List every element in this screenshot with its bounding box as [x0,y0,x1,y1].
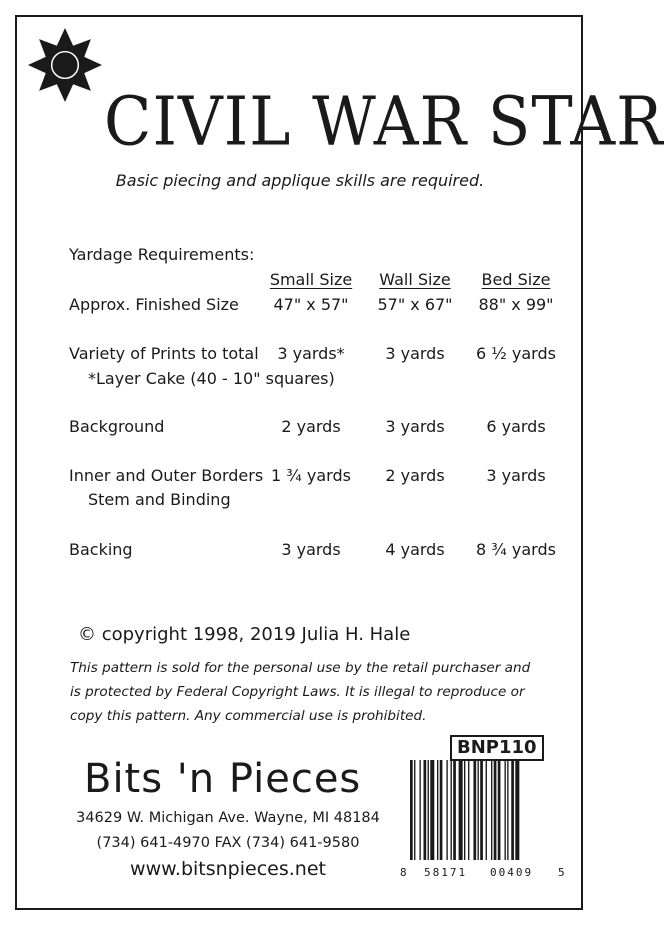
cell-bed: 3 yards [486,466,546,485]
column-header-bed: Bed Size [481,270,551,289]
row-sublabel: *Layer Cake (40 - 10" squares) [88,369,335,388]
row-label: Variety of Prints to total [69,344,259,363]
cell-wall: 3 yards [385,344,445,363]
cell-small: 2 yards [281,417,341,436]
cell-wall: 57" x 67" [377,295,453,314]
row-label: Background [69,417,165,436]
yardage-heading: Yardage Requirements: [69,245,255,264]
barcode-bar [446,760,447,862]
legal-notice [70,656,560,728]
cell-bed: 88" x 99" [478,295,554,314]
barcode-bar [437,760,438,862]
barcode-bar [498,760,501,862]
barcode-bar [486,760,487,862]
publisher-address: 34629 W. Michigan Ave. Wayne, MI 48184 [76,810,380,826]
cell-bed: 6 yards [486,417,546,436]
barcode-bar [491,760,492,862]
barcode-bar [478,760,479,862]
cell-small: 3 yards* [277,344,345,363]
row-label: Approx. Finished Size [69,295,239,314]
cell-small: 3 yards [281,540,341,559]
column-header-small: Small Size [269,270,353,289]
publisher-name: Bits 'n Pieces [84,756,362,802]
copyright-line: © copyright 1998, 2019 Julia H. Hale [78,624,411,645]
barcode-bar [453,760,456,862]
barcode-bar [410,760,413,872]
barcode-bar [515,760,519,872]
cell-small: 47" x 57" [273,295,349,314]
eight-point-star-icon [28,28,102,102]
barcode-digits-left: 58171 [424,866,468,879]
publisher-website: www.bitsnpieces.net [130,858,326,880]
barcode-bar [414,760,415,872]
cell-wall: 4 yards [385,540,445,559]
row-sublabel: Stem and Binding [88,490,231,509]
cell-wall: 2 yards [385,466,445,485]
barcode-bar [424,760,427,862]
barcode-bar [480,760,483,862]
page-title: CIVIL WAR STAR [104,82,664,161]
row-label: Inner and Outer Borders [69,466,264,485]
barcode-bar [459,760,463,862]
legal-line: copy this pattern. Any commercial use is prohibited. [70,708,427,724]
subtitle: Basic piecing and applique skills are required. [115,171,485,190]
barcode-bar [505,760,506,862]
cell-bed: 6 ½ yards [476,344,556,363]
legal-line: This pattern is sold for the personal use by the retail purchaser and [70,660,531,676]
barcode-bar [468,760,469,862]
barcode-bar [511,760,514,862]
barcode-digit-first: 8 [400,866,407,879]
publisher-phone: (734) 641-4970 FAX (734) 641-9580 [96,835,360,851]
barcode-bar [507,760,508,862]
column-header-wall: Wall Size [379,270,451,289]
cell-small: 1 ¾ yards [271,466,351,485]
barcode-bar [428,760,429,862]
barcode-bar [419,760,420,862]
barcode-bar [494,760,497,862]
barcode-bar [451,760,452,862]
barcode-bar [430,760,434,862]
barcode-bar [440,760,443,862]
barcode-bar [473,760,476,862]
barcode-bar [464,760,465,872]
barcode-digits-right: 00409 [490,866,534,879]
barcode-digit-last: 5 [558,866,565,879]
barcode [396,760,568,880]
cell-bed: 8 ¾ yards [476,540,556,559]
barcode-bars [410,760,519,872]
legal-line: is protected by Federal Copyright Laws. It is illegal to reproduce or [70,684,525,700]
row-label: Backing [69,540,133,559]
sku-label: BNP110 [450,735,544,761]
cell-wall: 3 yards [385,417,445,436]
